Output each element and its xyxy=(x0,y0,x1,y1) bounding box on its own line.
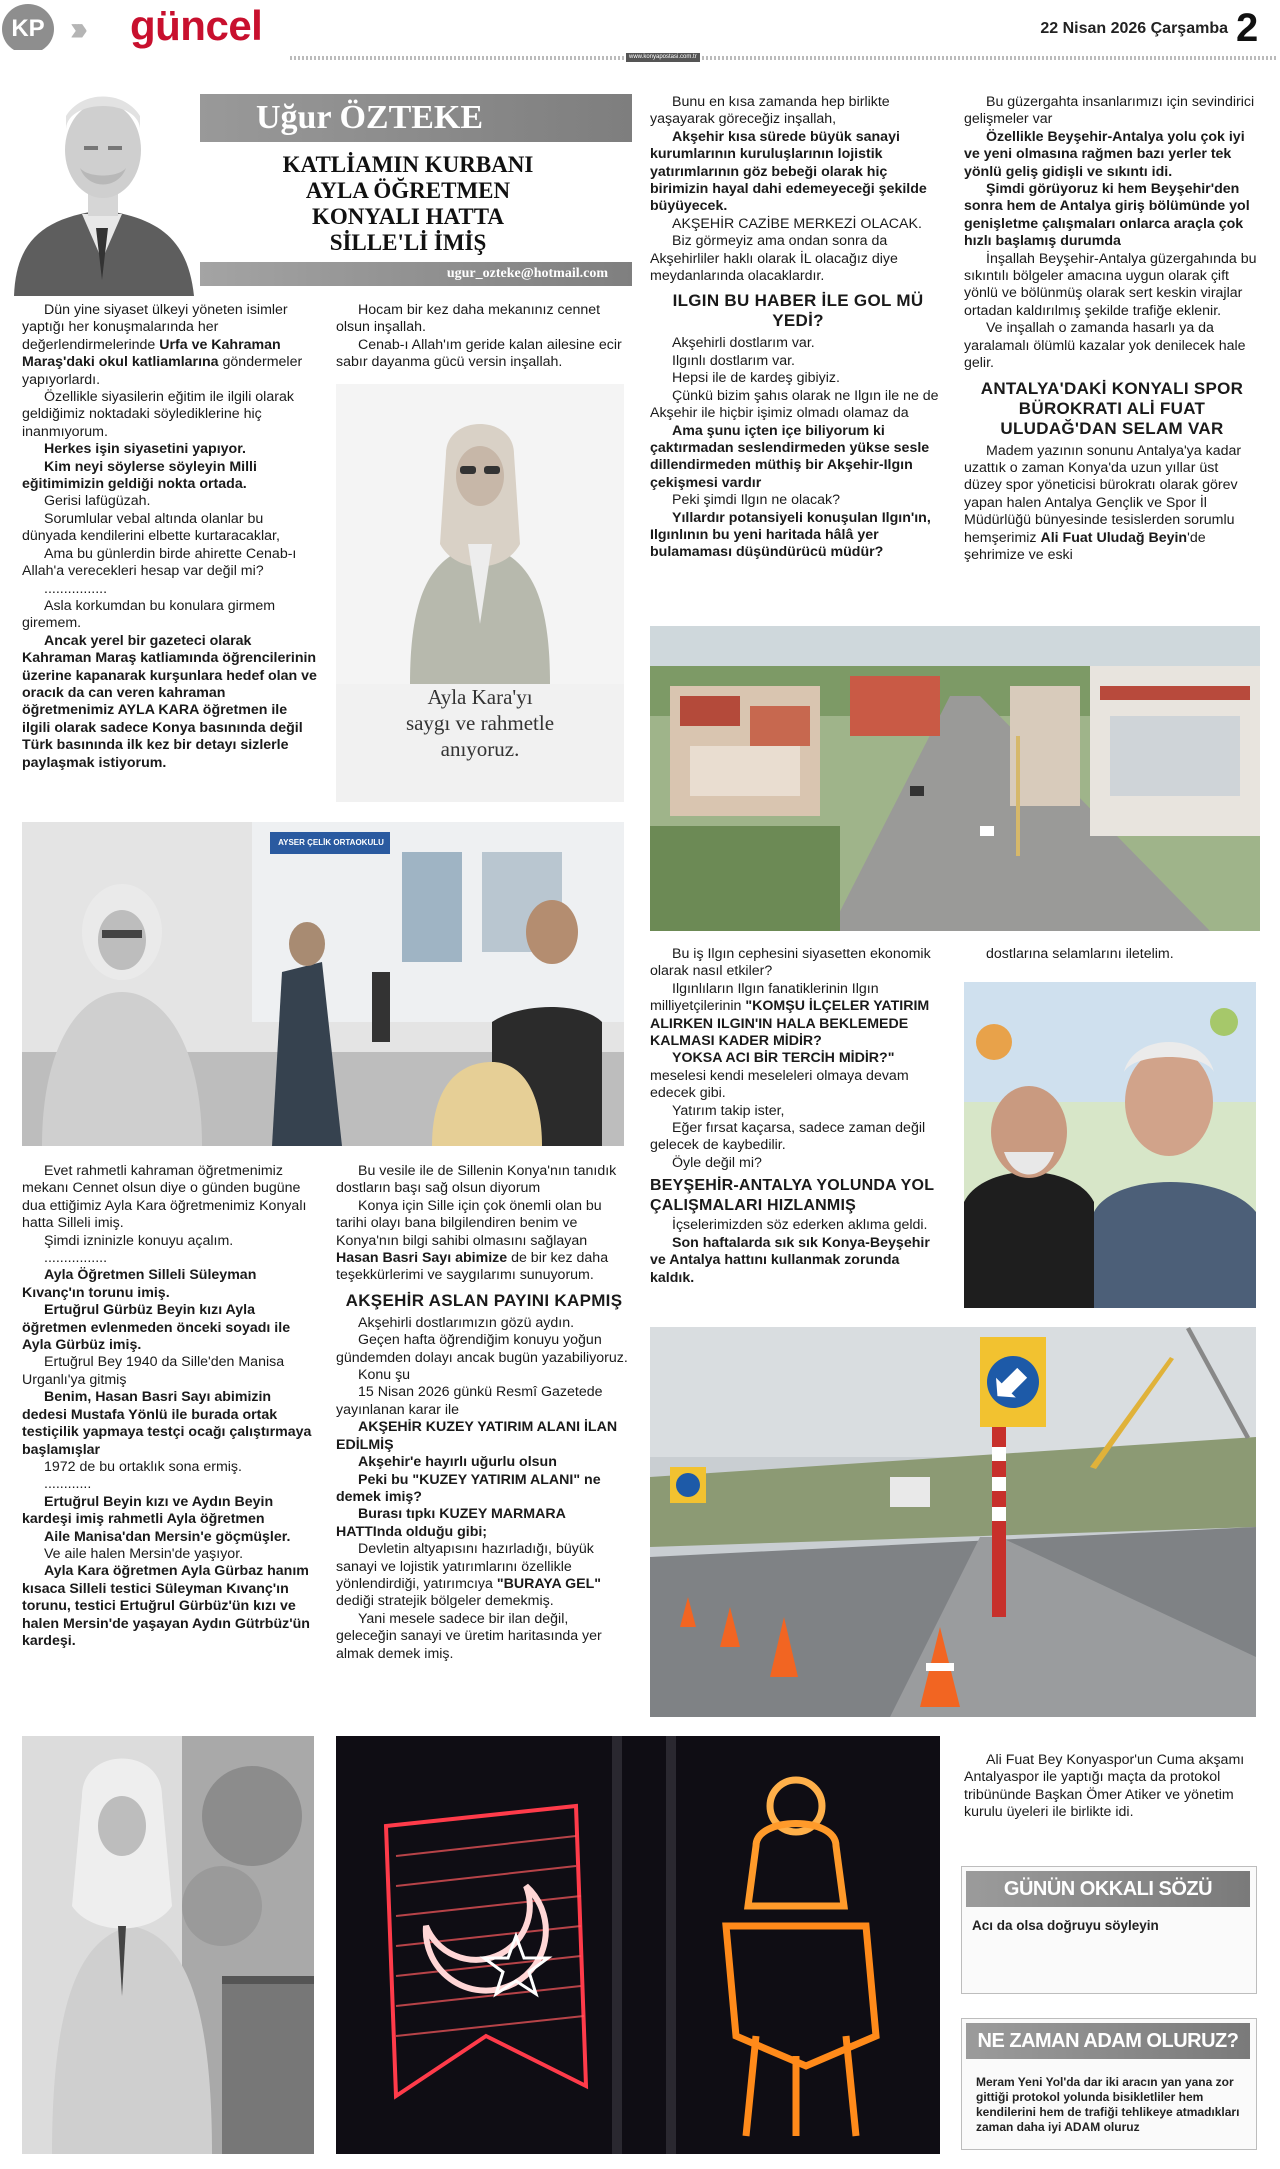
paragraph: Gerisi lafügüzah. xyxy=(44,493,151,510)
memorial-photo xyxy=(336,384,624,802)
headline-line-2: AYLA ÖĞRETMEN xyxy=(305,178,511,203)
column-3-top xyxy=(650,94,946,562)
town-aerial-photo xyxy=(650,626,1260,931)
paragraph: Eğer fırsat kaçarsa, sadece zaman değil gelecek de kaybedilir. xyxy=(650,1120,926,1154)
headline xyxy=(184,152,632,256)
adam-box-title: NE ZAMAN ADAM OLURUZ? xyxy=(977,2030,1239,2052)
column-4-top xyxy=(964,94,1260,564)
paragraph: Herkes işin siyasetini yapıyor. xyxy=(44,441,246,458)
paragraph: Ama şunu içten içe biliyorum ki çaktırmadan seslendirmeden yükse sesle dillendirmeden müthiş bir Akşehir-Ilgın çekişmesi vardır xyxy=(650,422,930,491)
paragraph: Şimdi izninizle konuyu açalım. xyxy=(44,1232,234,1249)
elder-woman-photo xyxy=(22,1736,314,2154)
paragraph: İnşallah Beyşehir-Antalya güzergahında bu sıkıntılı bölgeler amacına uygun olarak çift yönlü ve bölünmüş olarak sert keskin virajlar ortadan kaldırılmış şekilde trafiğe eklenir. xyxy=(964,250,1257,319)
paragraph: İçselerimizden söz ederken aklıma geldi. xyxy=(672,1217,928,1234)
column-2-top xyxy=(336,302,632,372)
column-3-bottom xyxy=(650,946,946,1287)
paragraph: Kim neyi söylerse söyleyin Milli eğitimimizin geldiği nokta ortada. xyxy=(22,458,257,493)
paragraph: Ve inşallah o zamanda hasarlı ya da yaralamalı ölümlü kazalar yok denilecek hale gelir. xyxy=(964,320,1246,372)
separator-dots: ................ xyxy=(44,580,108,597)
text: göndermeler yapıyorlardı. xyxy=(22,354,303,388)
paragraph: Asla korkumdan bu konulara girmem giremem. xyxy=(22,597,276,632)
school-photo xyxy=(22,822,624,1146)
paragraph: Peki bu "KUZEY YATIRIM ALANI" ne demek imiş? xyxy=(336,1471,601,1505)
text: Ilgınlıların Ilgın fanatiklerinin Ilgın milliyetçilerinin xyxy=(650,980,879,1015)
text: Dün yine siyaset ülkeyi yöneten isimler yaptığı her konuşmalarında her değerlendirmelerinde xyxy=(22,302,288,353)
paragraph: Son haftalarda sık sık Konya-Beyşehir ve Antalya hattını kullanmak zorunda kaldık. xyxy=(650,1234,930,1286)
text-bold: Ali Fuat Uludağ Beyin xyxy=(1040,529,1188,546)
paragraph: Ertuğrul Beyin kızı ve Aydın Beyin kardeşi imiş rahmetli Ayla öğretmen xyxy=(22,1493,274,1528)
school-scene xyxy=(22,822,624,1146)
headline-line-4: SİLLE'Lİ İMİŞ xyxy=(329,230,487,255)
author-photo xyxy=(4,50,200,296)
paragraph: Ilgınlı dostlarım var. xyxy=(672,352,796,369)
paragraph: Akşehirli dostlarımızın gözü aydın. xyxy=(358,1314,575,1331)
author-name: Uğur ÖZTEKE xyxy=(256,99,484,136)
paragraph: Öyle değil mi? xyxy=(672,1154,762,1171)
paragraph: Hepsi ile de kardeş gibiyiz. xyxy=(672,370,840,387)
roadworks-scene xyxy=(650,1327,1256,1717)
paragraph xyxy=(336,1541,632,1611)
paragraph: Yatırım takip ister, xyxy=(672,1102,785,1119)
paragraph: Akşehir'e hayırlı uğurlu olsun xyxy=(358,1454,557,1471)
subheading-beysehir: BEYŞEHİR-ANTALYA YOLUNDA YOL ÇALIŞMALARI HIZLANMIŞ xyxy=(650,1177,934,1214)
paragraph: Biz görmeyiz ama ondan sonra da Akşehirliler haklı olarak İL olacağız diye meydanlarında olacaklardır. xyxy=(650,233,898,285)
paragraph: Sorumlular vebal altında olanlar bu dünyada kendilerini elbette kurtaracaklar, xyxy=(22,510,280,545)
paragraph: Ertuğrul Bey 1940 da Sille'den Manisa Urganlı'ya gitmiş xyxy=(22,1354,285,1388)
separator-dots: ............ xyxy=(44,1476,92,1493)
masthead-rule xyxy=(290,56,1276,60)
memorial-caption xyxy=(336,684,624,762)
subheading-antalya: ANTALYA'DAKİ KONYALI SPOR BÜROKRATI ALİ FUAT ULUDAĞ'DAN SELAM VAR xyxy=(980,378,1244,438)
town-scene xyxy=(650,626,1260,931)
memorial-line-3: anıyoruz. xyxy=(440,737,520,761)
adam-box-text: Meram Yeni Yol'da dar iki aracın yan yana zor gittiği protokol yolunda bisikletliler hem kendilerini hem de trafiği tehlikeye atmadıkları zaman daha iyi ADAM oluruz xyxy=(976,2075,1240,2134)
memorial-line-1: Ayla Kara'yı xyxy=(427,685,533,709)
subheading-aksehir: AKŞEHİR ASLAN PAYINI KAPMIŞ xyxy=(345,1290,623,1310)
text: de bir kez daha teşekkürlerimi ve saygılarımı sunuyorum. xyxy=(336,1250,609,1284)
paragraph: Konu şu xyxy=(358,1367,411,1384)
paragraph: Benim, Hasan Basri Sayı abimizin dedesi Mustafa Yönlü ile burada ortak testiçilik yapmaya testçi ocağı çalıştırmaya başlamışlar xyxy=(22,1389,312,1458)
text-bold: Hasan Basri Sayı abimize xyxy=(336,1250,508,1267)
headline-line-1: KATLİAMIN KURBANI xyxy=(282,152,534,177)
roadworks-photo xyxy=(650,1327,1256,1717)
paragraph: Özellikle Beyşehir-Antalya yolu çok iyi ve yeni olmasına rağmen bazı yerler tek yönlü geliş gidişli ve sıkıntı idi. xyxy=(964,128,1245,180)
column-1-bottom xyxy=(22,1163,318,1650)
paragraph: Şimdi görüyoruz ki hem Beyşehir'den sonra hem de Antalya giriş bölümünde yol genişletme çalışmaları onlarca araçla çok hızlı başlamış durumda xyxy=(964,181,1250,250)
paragraph: Hocam bir kez daha mekanınız cennet olsun inşallah. xyxy=(336,302,601,336)
paragraph: Özellikle siyasilerin eğitim ile ilgili olarak geldiğimiz noktadaki söylediklerine hiç inanmıyorum. xyxy=(22,389,294,440)
paragraph xyxy=(22,302,318,389)
text-bold: "KOMŞU İLÇELER YATIRIM ALIRKEN ILGIN'IN HALA BEKLEMEDE KALMASI KADER MİDİR? xyxy=(650,998,930,1050)
text: 'de şehrimize ve eski xyxy=(964,529,1206,563)
quote-box-text: Acı da olsa doğruyu söyleyin xyxy=(972,1918,1159,1933)
column-4-bottom xyxy=(964,946,1260,963)
elder-woman-scene xyxy=(22,1736,314,2154)
teacher-portrait xyxy=(336,384,624,684)
paragraph: Akşehir kısa sürede büyük sanayi kurumlarının kuruluşlarının lojistik yatırımlarının göz bebeği olarak hiç birimizin hayal dahi edemeyeceği şekilde büyüyecek. xyxy=(650,128,927,215)
school-sign: AYSER ÇELİK ORTAOKULU xyxy=(278,838,384,847)
paragraph xyxy=(650,981,946,1051)
quote-box-title: GÜNÜN OKKALI SÖZÜ xyxy=(1003,1878,1213,1900)
paragraph: Peki şimdi Ilgın ne olacak? xyxy=(672,492,840,509)
paragraph: Çünkü bizim şahıs olarak ne Ilgın ile ne de Akşehir ile hiçbir işimiz olmadı olamaz da xyxy=(650,387,939,422)
headline-line-3: KONYALI HATTA xyxy=(312,204,504,229)
text-bold: "BURAYA GEL" xyxy=(496,1575,601,1592)
paragraph: 15 Nisan 2026 günkü Resmî Gazetede yayınlanan karar ile xyxy=(336,1384,603,1418)
paragraph: Ancak yerel bir gazeteci olarak Kahraman Maraş katliamında öğrencilerinin üzerine kapanarak kurşunlara hedef olan ve oracık da can veren kahraman öğretmenimiz AYLA KARA öğretmen ile ilgili olarak sadece Konya basınında değil Türk basınında ilk kez bir detayı sizlerle paylaşmak istiyorum. xyxy=(22,632,317,771)
paragraph: Bu iş Ilgın cephesini siyasetten ekonomik olarak nasıl etkiler? xyxy=(650,946,931,980)
paragraph: Burası tıpkı KUZEY MARMARA HATTInda olduğu gibi; xyxy=(336,1506,566,1540)
neon-scene xyxy=(336,1736,940,2154)
uludag-photo xyxy=(964,982,1256,1308)
chevrons-icon: ››› xyxy=(70,10,80,48)
paragraph: AKŞEHİR KUZEY YATIRIM ALANI İLAN EDİLMİŞ xyxy=(336,1419,618,1453)
text: dediği stratejik bölgeler demekmiş. xyxy=(336,1593,554,1610)
column-2-bottom xyxy=(336,1163,632,1663)
subheading-ilgin: ILGIN BU HABER İLE GOL MÜ YEDİ? xyxy=(672,291,924,331)
paragraph: dostlarına selamlarını iletelim. xyxy=(986,946,1174,962)
paragraph xyxy=(964,443,1260,565)
paragraph: 1972 de bu ortaklık sona ermiş. xyxy=(44,1458,242,1475)
paragraph xyxy=(650,1050,946,1102)
column-1-top xyxy=(22,302,318,772)
paragraph: Geçen hafta öğrendiğim konuyu yoğun gündemden dolayı ancak bugün yazabiliyoruz. xyxy=(336,1332,628,1366)
paragraph: Ertuğrul Gürbüz Beyin kızı Ayla öğretmen evlenmeden önceki soyadı ile Ayla Gürbüz imiş. xyxy=(22,1302,291,1354)
site-url[interactable]: www.konyapostasi.com.tr xyxy=(626,53,700,62)
paragraph: Akşehirli dostlarım var. xyxy=(672,335,815,352)
paragraph: Ayla Kara öğretmen Ayla Gürbaz hanım kısaca Silleli testici Süleyman Kıvanç'ın torunu, testici Ertuğrul Gürbüz'ün kızı ve halen Mersin'de yaşayan Aydın Gütrbüz'ün kardeşi. xyxy=(22,1563,310,1649)
text-bold: Urfa ve Kahraman Maraş'daki okul katliamlarına xyxy=(22,336,281,371)
paragraph: Aile Manisa'dan Mersin'e göçmüşler. xyxy=(44,1528,291,1545)
column-header xyxy=(4,90,632,292)
issue-date: 22 Nisan 2026 Çarşamba xyxy=(1040,20,1228,37)
paragraph: Ayla Öğretmen Silleli Süleyman Kıvanç'ın torunu imiş. xyxy=(22,1267,257,1301)
paragraph: Yani mesele sadece bir ilan değil, geleceğin sanayi ve üretim haritasında yer almak demek imiş. xyxy=(336,1610,602,1662)
memorial-line-2: saygı ve rahmetle xyxy=(405,711,555,735)
two-men-scene xyxy=(964,982,1256,1308)
text: Madem yazının sonunu Antalya'ya kadar uzattık o zaman Konya'da uzun yıllar üst düzey spor yöneticisi bürokratı olarak görev yapan halen Antalya Gençlik ve Spor İl Müdürlüğü bünyesinde tesislerden sorumlu hemşerimiz xyxy=(964,442,1242,546)
text-bold: YOKSA ACI BİR TERCİH MİDİR?" xyxy=(672,1050,895,1067)
paragraph: Cenab-ı Allah'ım geride kalan ailesine ecir sabır dayanma gücü versin inşallah. xyxy=(336,336,622,371)
paragraph: Ve aile halen Mersin'de yaşıyor. xyxy=(44,1545,244,1562)
kp-logo[interactable] xyxy=(2,4,54,54)
caption-text: Ali Fuat Bey Konyaspor'un Cuma akşamı Antalyaspor ile yaptığı maçta da protokol tribününde Başkan Ömer Atiker ve yönetim kurulu üyeleri ile birlikte idi. xyxy=(964,1752,1245,1821)
quote-box xyxy=(961,1866,1257,1994)
text: Devletin altyapısını hazırladığı, büyük sanayi ve lojistik yatırımlarını özellikle yönlendirdiği, yatırımcıya xyxy=(336,1541,594,1592)
page-number: 2 xyxy=(1236,6,1259,50)
paragraph: AKŞEHİR CAZİBE MERKEZİ OLACAK. xyxy=(672,215,922,232)
section-title: güncel xyxy=(130,2,263,49)
paragraph: Bu vesile ile de Sillenin Konya'nın tanıdık dostların başı sağ olsun diyorum xyxy=(336,1163,617,1197)
neon-photo xyxy=(336,1736,940,2154)
paragraph: Bu güzergahta insanlarımızı için sevindirici gelişmeler var xyxy=(964,94,1255,128)
match-caption xyxy=(964,1752,1256,1822)
paragraph: Ama bu günlerdin birde ahirette Cenab-ı Allah'a verecekleri hesap var değil mi? xyxy=(22,545,297,580)
text: meselesi kendi meseleleri olmaya devam edecek gibi. xyxy=(650,1067,909,1102)
paragraph xyxy=(336,1250,632,1285)
author-email[interactable]: ugur_ozteke@hotmail.com xyxy=(446,266,608,281)
paragraph: Evet rahmetli kahraman öğretmenimiz mekanı Cennet olsun diye o günden bugüne dua ettiğimiz Ayla Kara öğretmenimiz Konyalı hatta Silleli imiş. xyxy=(22,1163,307,1232)
logo-text: KP xyxy=(11,15,45,42)
adam-box xyxy=(961,2018,1257,2150)
paragraph: Yıllardır potansiyeli konuşulan Ilgın'ın, Ilgınlının bu yeni haritada hâlâ yer bulamaması düşündürücü müdür? xyxy=(650,509,931,561)
separator-dots: ................ xyxy=(44,1250,108,1267)
paragraph: Bunu en kısa zamanda hep birlikte yaşayarak göreceğiz inşallah, xyxy=(650,94,890,128)
paragraph: Konya için Sille için çok önemli olan bu tarihi olayı bana bilgilendiren benim ve Konya'nın bilgi sahibi olmasını sağlayan xyxy=(336,1197,602,1249)
